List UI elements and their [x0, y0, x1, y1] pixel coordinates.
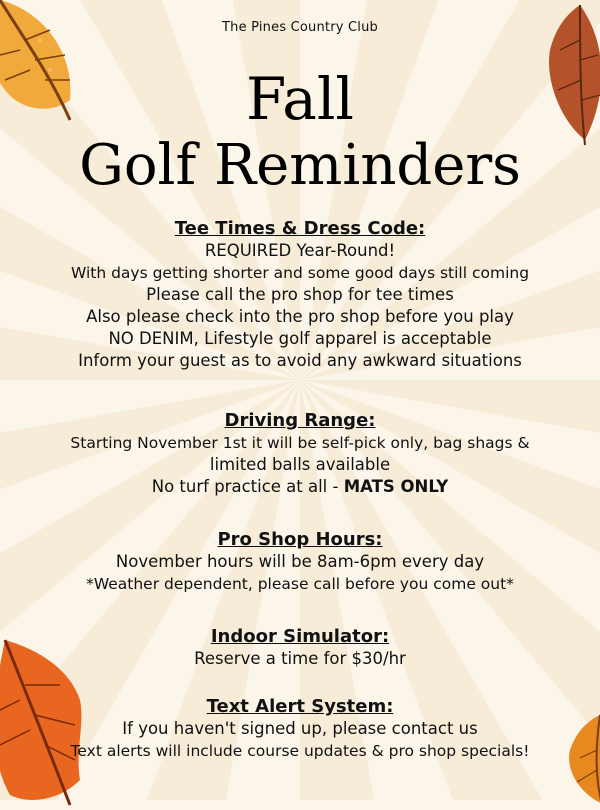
section-indoor-simulator [0, 626, 600, 670]
section-line: November hours will be 8am-6pm every day [115, 552, 485, 571]
section-line: Please call the pro shop for tee times [146, 285, 454, 304]
section-line: Inform your guest as to avoid any awkward situations [78, 351, 522, 370]
section-heading: Pro Shop Hours: [217, 529, 383, 550]
section-line: limited balls available [209, 455, 391, 474]
section-pro-shop-hours [0, 529, 600, 595]
turf-text: No turf practice at all - [151, 477, 344, 496]
section-line-turf [0, 476, 600, 498]
section-line: Text alerts will include course updates & pro shop specials! [70, 742, 530, 760]
mats-only-text: MATS ONLY [343, 477, 449, 496]
section-heading: Text Alert System: [206, 696, 394, 717]
section-heading: Tee Times & Dress Code: [174, 218, 426, 239]
section-driving-range [0, 410, 600, 498]
section-heading: Indoor Simulator: [210, 626, 390, 647]
section-line: With days getting shorter and some good days still coming [70, 264, 530, 282]
title-fall: Fall [246, 65, 354, 133]
section-line: If you haven't signed up, please contact us [122, 719, 478, 738]
section-line: *Weather dependent, please call before you come out* [86, 575, 514, 593]
section-text-alert [0, 696, 600, 762]
section-line: Also please check into the pro shop before you play [86, 307, 514, 326]
section-tee-times [0, 218, 600, 372]
section-line: Reserve a time for $30/hr [194, 649, 406, 668]
section-line: NO DENIM, Lifestyle golf apparel is acceptable [108, 329, 492, 348]
club-name: The Pines Country Club [222, 20, 378, 35]
section-line: REQUIRED Year-Round! [204, 241, 396, 260]
section-line: Starting November 1st it will be self-pick only, bag shags & [70, 434, 530, 452]
section-heading: Driving Range: [224, 410, 376, 431]
title-golf-reminders: Golf Reminders [79, 133, 521, 198]
